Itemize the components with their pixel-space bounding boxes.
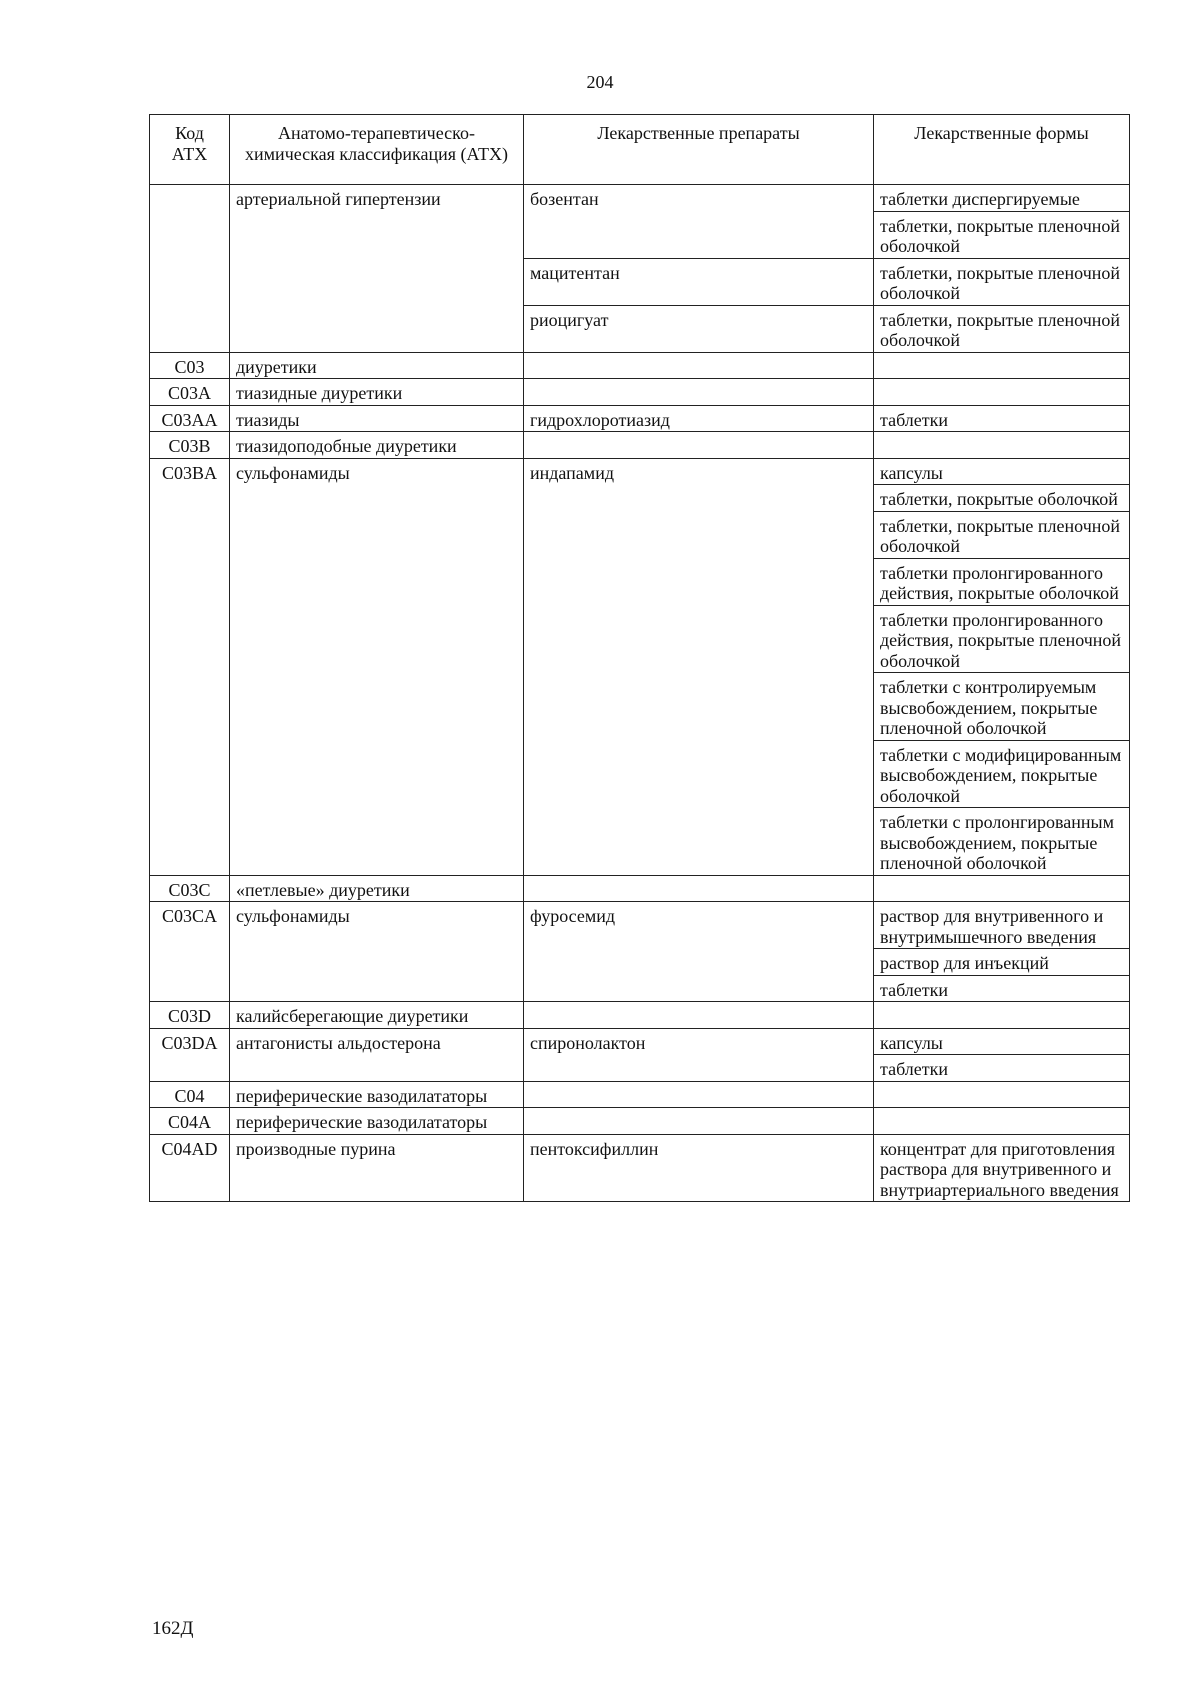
drug-name — [524, 352, 874, 379]
dosage-form: таблетки — [874, 975, 1130, 1002]
dosage-form: таблетки, покрытые оболочкой — [874, 485, 1130, 512]
header-code: Код АТХ — [150, 115, 230, 185]
table-row — [150, 405, 1130, 432]
dosage-form: таблетки — [874, 405, 1130, 432]
dosage-form: таблетки с модифицированным высвобождением, покрытые оболочкой — [874, 740, 1130, 808]
dosage-form — [874, 875, 1130, 902]
atx-table — [149, 114, 1130, 1202]
dosage-form — [874, 1081, 1130, 1108]
dosage-form: раствор для инъекций — [874, 949, 1130, 976]
atx-code: C04A — [150, 1108, 230, 1135]
atx-classification: периферические вазодилататоры — [230, 1081, 524, 1108]
atx-classification: тиазидоподобные диуретики — [230, 432, 524, 459]
header-drugs: Лекарственные препараты — [524, 115, 874, 185]
table-row — [150, 379, 1130, 406]
dosage-form: таблетки с контролируемым высвобождением, покрытые пленочной оболочкой — [874, 673, 1130, 741]
dosage-form: раствор для внутривенного и внутримышечного введения — [874, 902, 1130, 949]
dosage-form: таблетки диспергируемые — [874, 185, 1130, 212]
footer-code: 162Д — [152, 1618, 194, 1639]
table-header-row — [150, 115, 1130, 185]
dosage-form: капсулы — [874, 458, 1130, 485]
dosage-form: таблетки с пролонгированным высвобождением, покрытые пленочной оболочкой — [874, 808, 1130, 876]
drug-name: риоцигуат — [524, 305, 874, 352]
table-row — [150, 185, 1130, 212]
drug-name — [524, 875, 874, 902]
dosage-form — [874, 352, 1130, 379]
dosage-form: таблетки пролонгированного действия, покрытые оболочкой — [874, 558, 1130, 605]
dosage-form — [874, 1108, 1130, 1135]
dosage-form: таблетки пролонгированного действия, покрытые пленочной оболочкой — [874, 605, 1130, 673]
dosage-form: таблетки, покрытые пленочной оболочкой — [874, 258, 1130, 305]
atx-code: C03BA — [150, 458, 230, 875]
drug-name: индапамид — [524, 458, 874, 875]
table-row — [150, 458, 1130, 485]
atx-code: C04AD — [150, 1134, 230, 1202]
atx-classification: сульфонамиды — [230, 458, 524, 875]
drug-name — [524, 432, 874, 459]
dosage-form: таблетки, покрытые пленочной оболочкой — [874, 305, 1130, 352]
header-forms: Лекарственные формы — [874, 115, 1130, 185]
atx-classification: артериальной гипертензии — [230, 185, 524, 353]
atx-code: C03CA — [150, 902, 230, 1002]
atx-code: C03B — [150, 432, 230, 459]
atx-code — [150, 185, 230, 353]
atx-code: C03D — [150, 1002, 230, 1029]
dosage-form — [874, 379, 1130, 406]
table-row — [150, 1108, 1130, 1135]
atx-classification: антагонисты альдостерона — [230, 1028, 524, 1081]
drug-name — [524, 379, 874, 406]
drug-name: пентоксифиллин — [524, 1134, 874, 1202]
dosage-form — [874, 432, 1130, 459]
dosage-form: таблетки — [874, 1055, 1130, 1082]
drug-name — [524, 1002, 874, 1029]
dosage-form: концентрат для приготовления раствора для внутривенного и внутриартериального введения — [874, 1134, 1130, 1202]
table-row — [150, 1002, 1130, 1029]
table-row — [150, 875, 1130, 902]
table-row — [150, 1028, 1130, 1055]
drug-name: гидрохлоротиазид — [524, 405, 874, 432]
drug-name: спиронолактон — [524, 1028, 874, 1081]
table-row — [150, 902, 1130, 949]
drug-name: бозентан — [524, 185, 874, 259]
table-body — [150, 185, 1130, 1202]
atx-code: C03A — [150, 379, 230, 406]
dosage-form: капсулы — [874, 1028, 1130, 1055]
atx-code: C03DA — [150, 1028, 230, 1081]
atx-code: C04 — [150, 1081, 230, 1108]
table-row — [150, 1081, 1130, 1108]
atx-code: C03 — [150, 352, 230, 379]
drug-name — [524, 1081, 874, 1108]
header-classification: Анатомо-терапевтическо-химическая классификация (АТХ) — [230, 115, 524, 185]
atx-code: C03C — [150, 875, 230, 902]
atx-classification: «петлевые» диуретики — [230, 875, 524, 902]
atx-classification: диуретики — [230, 352, 524, 379]
drug-name: мацитентан — [524, 258, 874, 305]
atx-classification: тиазиды — [230, 405, 524, 432]
table-row — [150, 432, 1130, 459]
atx-classification: производные пурина — [230, 1134, 524, 1202]
drug-name — [524, 1108, 874, 1135]
table-row — [150, 1134, 1130, 1202]
dosage-form — [874, 1002, 1130, 1029]
atx-classification: калийсберегающие диуретики — [230, 1002, 524, 1029]
atx-code: C03AA — [150, 405, 230, 432]
dosage-form: таблетки, покрытые пленочной оболочкой — [874, 211, 1130, 258]
atx-classification: сульфонамиды — [230, 902, 524, 1002]
table-row — [150, 352, 1130, 379]
page-number: 204 — [586, 72, 614, 92]
drug-name: фуросемид — [524, 902, 874, 1002]
dosage-form: таблетки, покрытые пленочной оболочкой — [874, 511, 1130, 558]
atx-classification: периферические вазодилататоры — [230, 1108, 524, 1135]
atx-classification: тиазидные диуретики — [230, 379, 524, 406]
